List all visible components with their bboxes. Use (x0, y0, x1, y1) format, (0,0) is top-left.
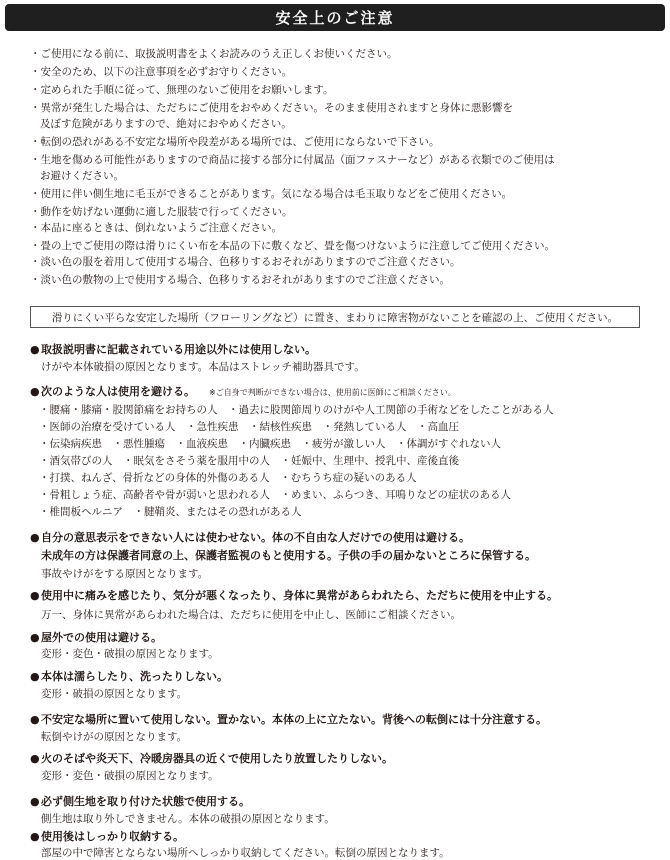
bullet-icon: ● (30, 752, 40, 765)
page-title: 安全上のご注意 (275, 9, 395, 27)
general-note: ・転倒の恐れがある不安定な場所や段差がある場所では、ご使用にならないで下さい。 (30, 136, 440, 148)
avoid-list-item: ・椎間板ヘルニア ・腱鞘炎、またはその恐れがある人 (39, 506, 302, 518)
bullet-icon: ● (30, 830, 40, 843)
warning-description: 事故やけがをする原因となります。 (41, 568, 209, 580)
bullet-icon: ● (30, 795, 40, 808)
bullet-icon: ● (30, 589, 40, 602)
avoid-list-item: ・酒気帯びの人 ・眠気をさそう薬を服用中の人 ・妊娠中、生理中、授乳中、産後直後 (39, 455, 459, 467)
warning-heading-text: 次のような人は使用を避ける。 (41, 385, 195, 398)
warning-heading (30, 386, 456, 399)
warning-heading-text: 取扱説明書に記載されている用途以外には使用しない。 (41, 343, 316, 356)
avoid-list-item: ・打撲、ねんざ、骨折などの身体的外傷のある人 ・むちうち症の疑いのある人 (39, 472, 417, 484)
title-banner (5, 4, 665, 31)
general-note-continued: 及ぼす危険がありますので、絶対におやめください。 (40, 118, 292, 130)
warning-heading-text: 使用中に痛みを感じたり、気分が悪くなったり、身体に異常があらわれたら、ただちに使用を中止する。 (41, 589, 558, 602)
warning-heading-text: 火のそばや炎天下、冷暖房器具の近くで使用したり放置したりしない。 (41, 752, 393, 765)
avoid-list-item: ・骨粗しょう症、高齢者や骨が弱いと思われる人 ・めまい、ふらつき、耳鳴りなどの症状のある人 (39, 489, 511, 501)
warning-heading-text: 屋外での使用は避ける。 (41, 631, 162, 644)
warning-heading (30, 753, 393, 765)
general-note: ・畳の上でご使用の際は滑りにくい布を本品の下に敷くなど、畳を傷つけないように注意してご使用ください。 (30, 240, 555, 252)
warning-heading-line2: 未成年の方は保護者同意の上、保護者監視のもと使用する。子供の手の届かないところに保管する。 (41, 549, 536, 562)
warning-description: けがや本体破損の原因となります。本品はストレッチ補助器具です。 (41, 361, 365, 373)
warning-heading (30, 714, 547, 726)
general-note: ・本品に座るときは、倒れないようご注意ください。 (30, 222, 282, 234)
avoid-list-item: ・伝染病疾患 ・悪性腫瘍 ・血液疾患 ・内臓疾患 ・疲労が激しい人 ・体調がすぐれない人 (39, 438, 501, 450)
warning-description: 部屋の中で障害とならない場所へしっかり収納してください。転倒の原因となります。 (41, 847, 450, 859)
bullet-icon: ● (30, 531, 40, 544)
warning-description: 変形・変色・破損の原因となります。 (41, 770, 219, 782)
avoid-list-item: ・腰痛・膝痛・股関節痛をお持ちの人 ・過去に股関節周りのけがや人工関節の手術などをしたことがある人 (39, 404, 554, 416)
general-note: ・動作を妨げない運動に適した服装で行ってください。 (30, 206, 293, 218)
avoid-list-item: ・医師の治療を受けている人 ・急性疾患 ・結核性疾患 ・発熱している人 ・高血圧 (39, 421, 459, 433)
general-note: ・使用に伴い側生地に毛玉ができることがあります。気になる場合は毛玉取りなどをご使用ください。 (30, 188, 513, 200)
warning-heading (30, 590, 558, 602)
general-note: ・異常が発生した場合は、ただちにご使用をおやめください。そのまま使用されますと身体に悪影響を (30, 102, 513, 114)
general-note: ・生地を傷める可能性がありますので商品に接する部分に付属品（面ファスナーなど）がある衣類でのご使用は (30, 154, 555, 166)
placement-notice-text: 滑りにくい平らな安定した場所（フローリングなど）に置き、まわりに障害物がないことを確認の上、ご使用ください。 (51, 311, 619, 324)
warning-heading (30, 831, 184, 843)
general-note: ・ご使用になる前に、取扱説明書をよくお読みのうえ正しくお使いください。 (30, 48, 398, 60)
bullet-icon: ● (30, 385, 40, 398)
warning-heading-text: 使用後はしっかり収納する。 (41, 830, 184, 843)
warning-description: 変形・破損の原因となります。 (41, 688, 188, 700)
warning-heading (30, 532, 470, 544)
warning-heading (30, 632, 162, 644)
warning-description: 転倒やけがの原因となります。 (41, 731, 188, 743)
warning-heading-text: 自分の意思表示をできない人には使わせない。体の不自由な人だけでの使用は避ける。 (41, 531, 470, 544)
warning-description: 側生地は取り外しできません。本体の破損の原因となります。 (41, 813, 335, 825)
warning-description: 変形・変色・破損の原因となります。 (41, 648, 219, 660)
warning-heading-text: 本体は濡らしたり、洗ったりしない。 (41, 670, 228, 683)
bullet-icon: ● (30, 713, 40, 726)
general-note: ・定められた手順に従って、無理のないご使用をお願いします。 (30, 84, 334, 96)
warning-heading (30, 671, 228, 683)
warning-heading (30, 344, 316, 356)
general-note: ・淡い色の敷物の上で使用する場合、色移りするおそれがありますのでご注意ください。 (30, 274, 450, 286)
warning-description: 万一、身体に異常があらわれた場合は、ただちに使用を中止し、医師にご相談ください。 (41, 609, 461, 621)
warning-heading-text: 必ず側生地を取り付けた状態で使用する。 (41, 795, 250, 808)
bullet-icon: ● (30, 343, 40, 356)
bullet-icon: ● (30, 631, 40, 644)
general-note-continued: お避けください。 (40, 170, 124, 182)
general-note: ・安全のため、以下の注意事項を必ずお守りください。 (30, 66, 293, 78)
consult-doctor-note: ※ご自身で判断ができない場合は、使用前に医師にご相談ください。 (209, 388, 456, 397)
general-note: ・淡い色の服を着用して使用する場合、色移りするおそれがありますのでご注意ください。 (30, 256, 461, 268)
bullet-icon: ● (30, 670, 40, 683)
placement-notice-box (30, 306, 640, 328)
warning-heading-text: 不安定な場所に置いて使用しない。置かない。本体の上に立たない。背後への転倒には十分注意する。 (41, 713, 547, 726)
warning-heading (30, 796, 250, 808)
